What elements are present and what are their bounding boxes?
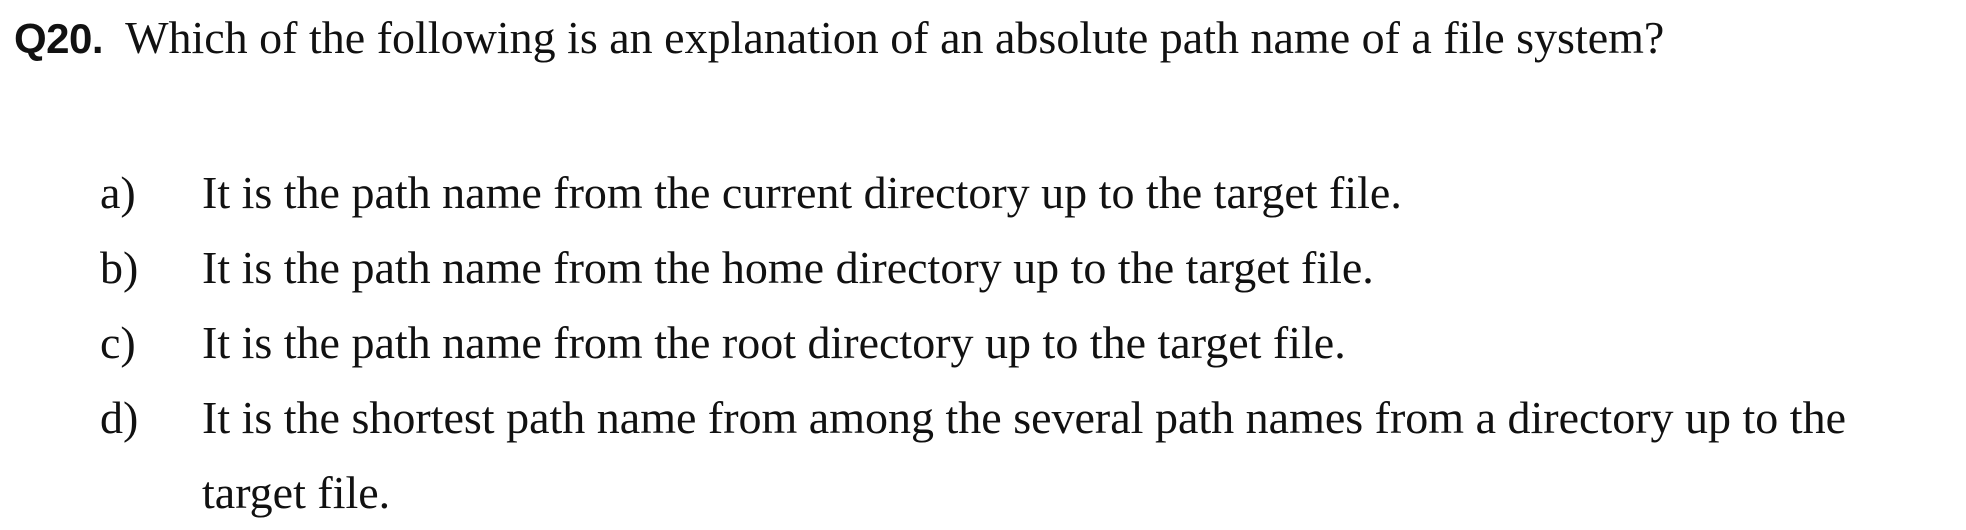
option-letter: d) [100, 392, 139, 443]
option-d [100, 380, 1960, 530]
option-letter: a) [100, 167, 136, 218]
option-text: It is the shortest path name from among the several path names from a directory up to the target file. [202, 392, 1847, 518]
option-text: It is the path name from the root directory up to the target file. [202, 317, 1346, 368]
question-number: Q20. [14, 15, 104, 62]
option-letter: b) [100, 242, 139, 293]
question-text: Which of the following is an explanation of an absolute path name of a file system? [125, 12, 1665, 63]
option-letter: c) [100, 317, 136, 368]
option-a [100, 155, 1960, 230]
option-c [100, 305, 1960, 380]
option-text: It is the path name from the current directory up to the target file. [202, 167, 1402, 218]
option-b [100, 230, 1960, 305]
answer-options-list [100, 155, 1960, 530]
question-header [14, 8, 1664, 79]
option-text: It is the path name from the home directory up to the target file. [202, 242, 1374, 293]
